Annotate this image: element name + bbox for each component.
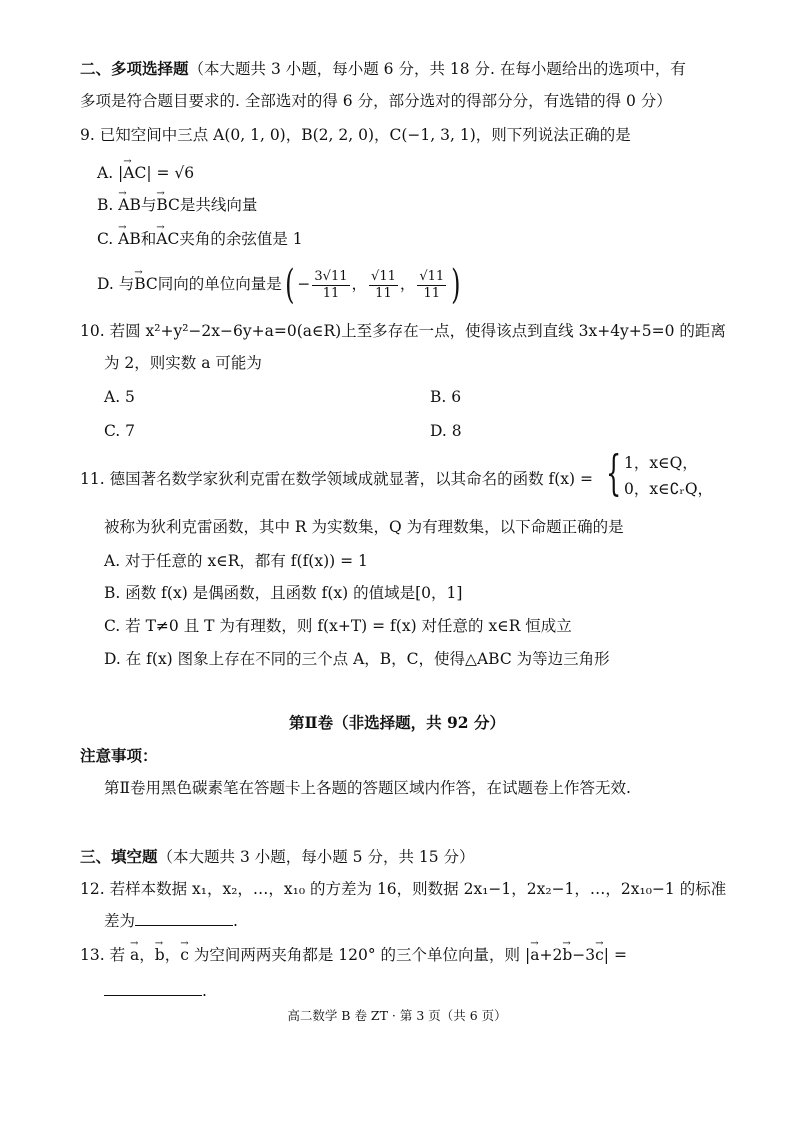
q9-c-suffix: 夹角的余弦值是 1 (179, 230, 303, 248)
q9-b-prefix: B. (97, 196, 119, 214)
q13-end: | = (603, 946, 627, 964)
q9-stem: 9. 已知空间中三点 A(0, 1, 0)，B(2, 2, 0)，C(−1, 3, 1)，则下列说法正确的是 (80, 126, 631, 144)
q11-option-b: B. 函数 f(x) 是偶函数，且函数 f(x) 的值域是[0，1] (104, 584, 463, 602)
fraction-1-denominator: 11 (322, 285, 340, 301)
q12-stem-line2 (104, 910, 238, 932)
q9-c-mid: 和 (140, 230, 157, 248)
case-irrational: 0，x∈∁ᵣQ， (624, 480, 714, 498)
q10-option-d: D. 8 (430, 422, 462, 440)
q9-option-b (97, 194, 257, 216)
section3-instructions: （本大题共 3 小题，每小题 5 分，共 15 分） (157, 848, 475, 866)
section2-header (80, 58, 686, 80)
vector-a: → a (530, 944, 539, 966)
q11-stem: 11. 德国著名数学家狄利克雷在数学领域成就显著，以其命名的函数 f(x) = (80, 470, 593, 488)
right-paren: ) (451, 262, 461, 308)
vector-ab: → AB (118, 228, 141, 250)
notice-label: 注意事项： (80, 746, 158, 765)
q13-period: . (202, 982, 207, 1000)
q10-option-a: A. 5 (104, 388, 135, 406)
vector-ac: → AC (123, 162, 146, 184)
part2-title: 第Ⅱ卷（非选择题，共 92 分） (289, 713, 505, 732)
section2-title: 二、多项选择题 (80, 59, 189, 78)
vector-bc: → BC (156, 194, 180, 216)
vector-ab: → AB (118, 194, 141, 216)
section2-instructions: （本大题共 3 小题，每小题 6 分，共 18 分. 在每小题给出的选项中，有 (188, 60, 686, 78)
notice-text: 第Ⅱ卷用黑色碳素笔在答题卡上各题的答题区域内作答，在试题卷上作答无效. (104, 779, 631, 797)
comma: ， (351, 275, 368, 293)
minus-sign: − (297, 275, 311, 293)
section3-title: 三、填空题 (80, 847, 158, 866)
answer-blank[interactable] (104, 981, 202, 996)
q9-option-d (97, 262, 464, 306)
answer-blank[interactable] (135, 911, 233, 926)
fraction-3-denominator: 11 (423, 285, 441, 301)
q9-option-c (97, 228, 303, 250)
q12-prefix: 差为 (104, 912, 136, 930)
vector-c: → c (595, 944, 604, 966)
fraction-2-numerator: √11 (371, 268, 396, 284)
q9-d-prefix: D. 与 (97, 275, 135, 293)
q12-stem: 12. 若样本数据 x₁，x₂，…，x₁₀ 的方差为 16，则数据 2x₁−1，2x₂−1，…，2x₁₀−1 的标准 (80, 880, 727, 898)
left-brace: { (606, 445, 622, 501)
minus-three: −3 (572, 946, 596, 964)
left-paren: ( (284, 262, 295, 308)
q9-a-suffix: | = √6 (146, 164, 195, 182)
vector-c: → c (180, 944, 189, 966)
q9-b-suffix: 是共线向量 (179, 196, 258, 214)
q11-option-c: C. 若 T≠0 且 T 为有理数，则 f(x+T) = f(x) 对任意的 x∈R 恒成立 (104, 617, 572, 635)
q13-prefix: 13. 若 (80, 946, 131, 964)
q9-a-prefix: A. | (97, 164, 124, 182)
fraction-2 (369, 269, 398, 302)
vector-b: → b (562, 944, 572, 966)
case-rational: 1，x∈Q， (624, 454, 698, 472)
vector-bc: → BC (134, 262, 158, 306)
section2-instructions-line2: 多项是符合题目要求的. 全部选对的得 6 分，部分选对的得部分分，有选错的得 0 分） (80, 92, 672, 110)
q13-stem-line2 (104, 980, 207, 1002)
fraction-3 (417, 269, 446, 302)
q11-stem-line2: 被称为狄利克雷函数，其中 R 为实数集，Q 为有理数集，以下命题正确的是 (104, 518, 624, 536)
vector-ac: → AC (156, 228, 179, 250)
q10-stem: 10. 若圆 x²+y²−2x−6y+a=0(a∈R)上至多存在一点，使得该点到直线 3x+4y+5=0 的距离 (80, 322, 726, 340)
fraction-2-denominator: 11 (375, 285, 392, 301)
section3-header (80, 846, 475, 868)
fraction-1-numerator: 3√11 (314, 268, 348, 284)
q13-stem (80, 944, 627, 966)
q11-option-d: D. 在 f(x) 图象上存在不同的三个点 A，B，C，使得△ABC 为等边三角形 (104, 650, 610, 668)
q9-c-prefix: C. (97, 230, 119, 248)
q9-d-mid: 同向的单位向量是 (157, 275, 282, 293)
q9-b-mid: 与 (140, 196, 157, 214)
q10-option-c: C. 7 (104, 422, 136, 440)
q10-option-b: B. 6 (430, 388, 462, 406)
q11-option-a: A. 对于任意的 x∈R，都有 f(f(x)) = 1 (104, 552, 368, 570)
plus-two: +2 (539, 946, 563, 964)
fraction-1 (312, 269, 349, 302)
comma: ， (139, 946, 155, 964)
page-footer: 高二数学 B 卷 ZT · 第 3 页（共 6 页） (287, 1008, 507, 1023)
q10-stem-line2: 为 2，则实数 a 可能为 (104, 354, 262, 372)
q9-option-a (97, 162, 194, 184)
q13-middle: 为空间两两夹角都是 120° 的三个单位向量，则 | (188, 946, 531, 964)
comma: ， (164, 946, 181, 964)
piecewise-function (606, 445, 746, 502)
vector-b: → b (155, 944, 165, 966)
comma: ， (399, 275, 416, 293)
q12-period: . (233, 912, 238, 930)
fraction-3-numerator: √11 (419, 268, 445, 284)
vector-a: → a (130, 944, 139, 966)
